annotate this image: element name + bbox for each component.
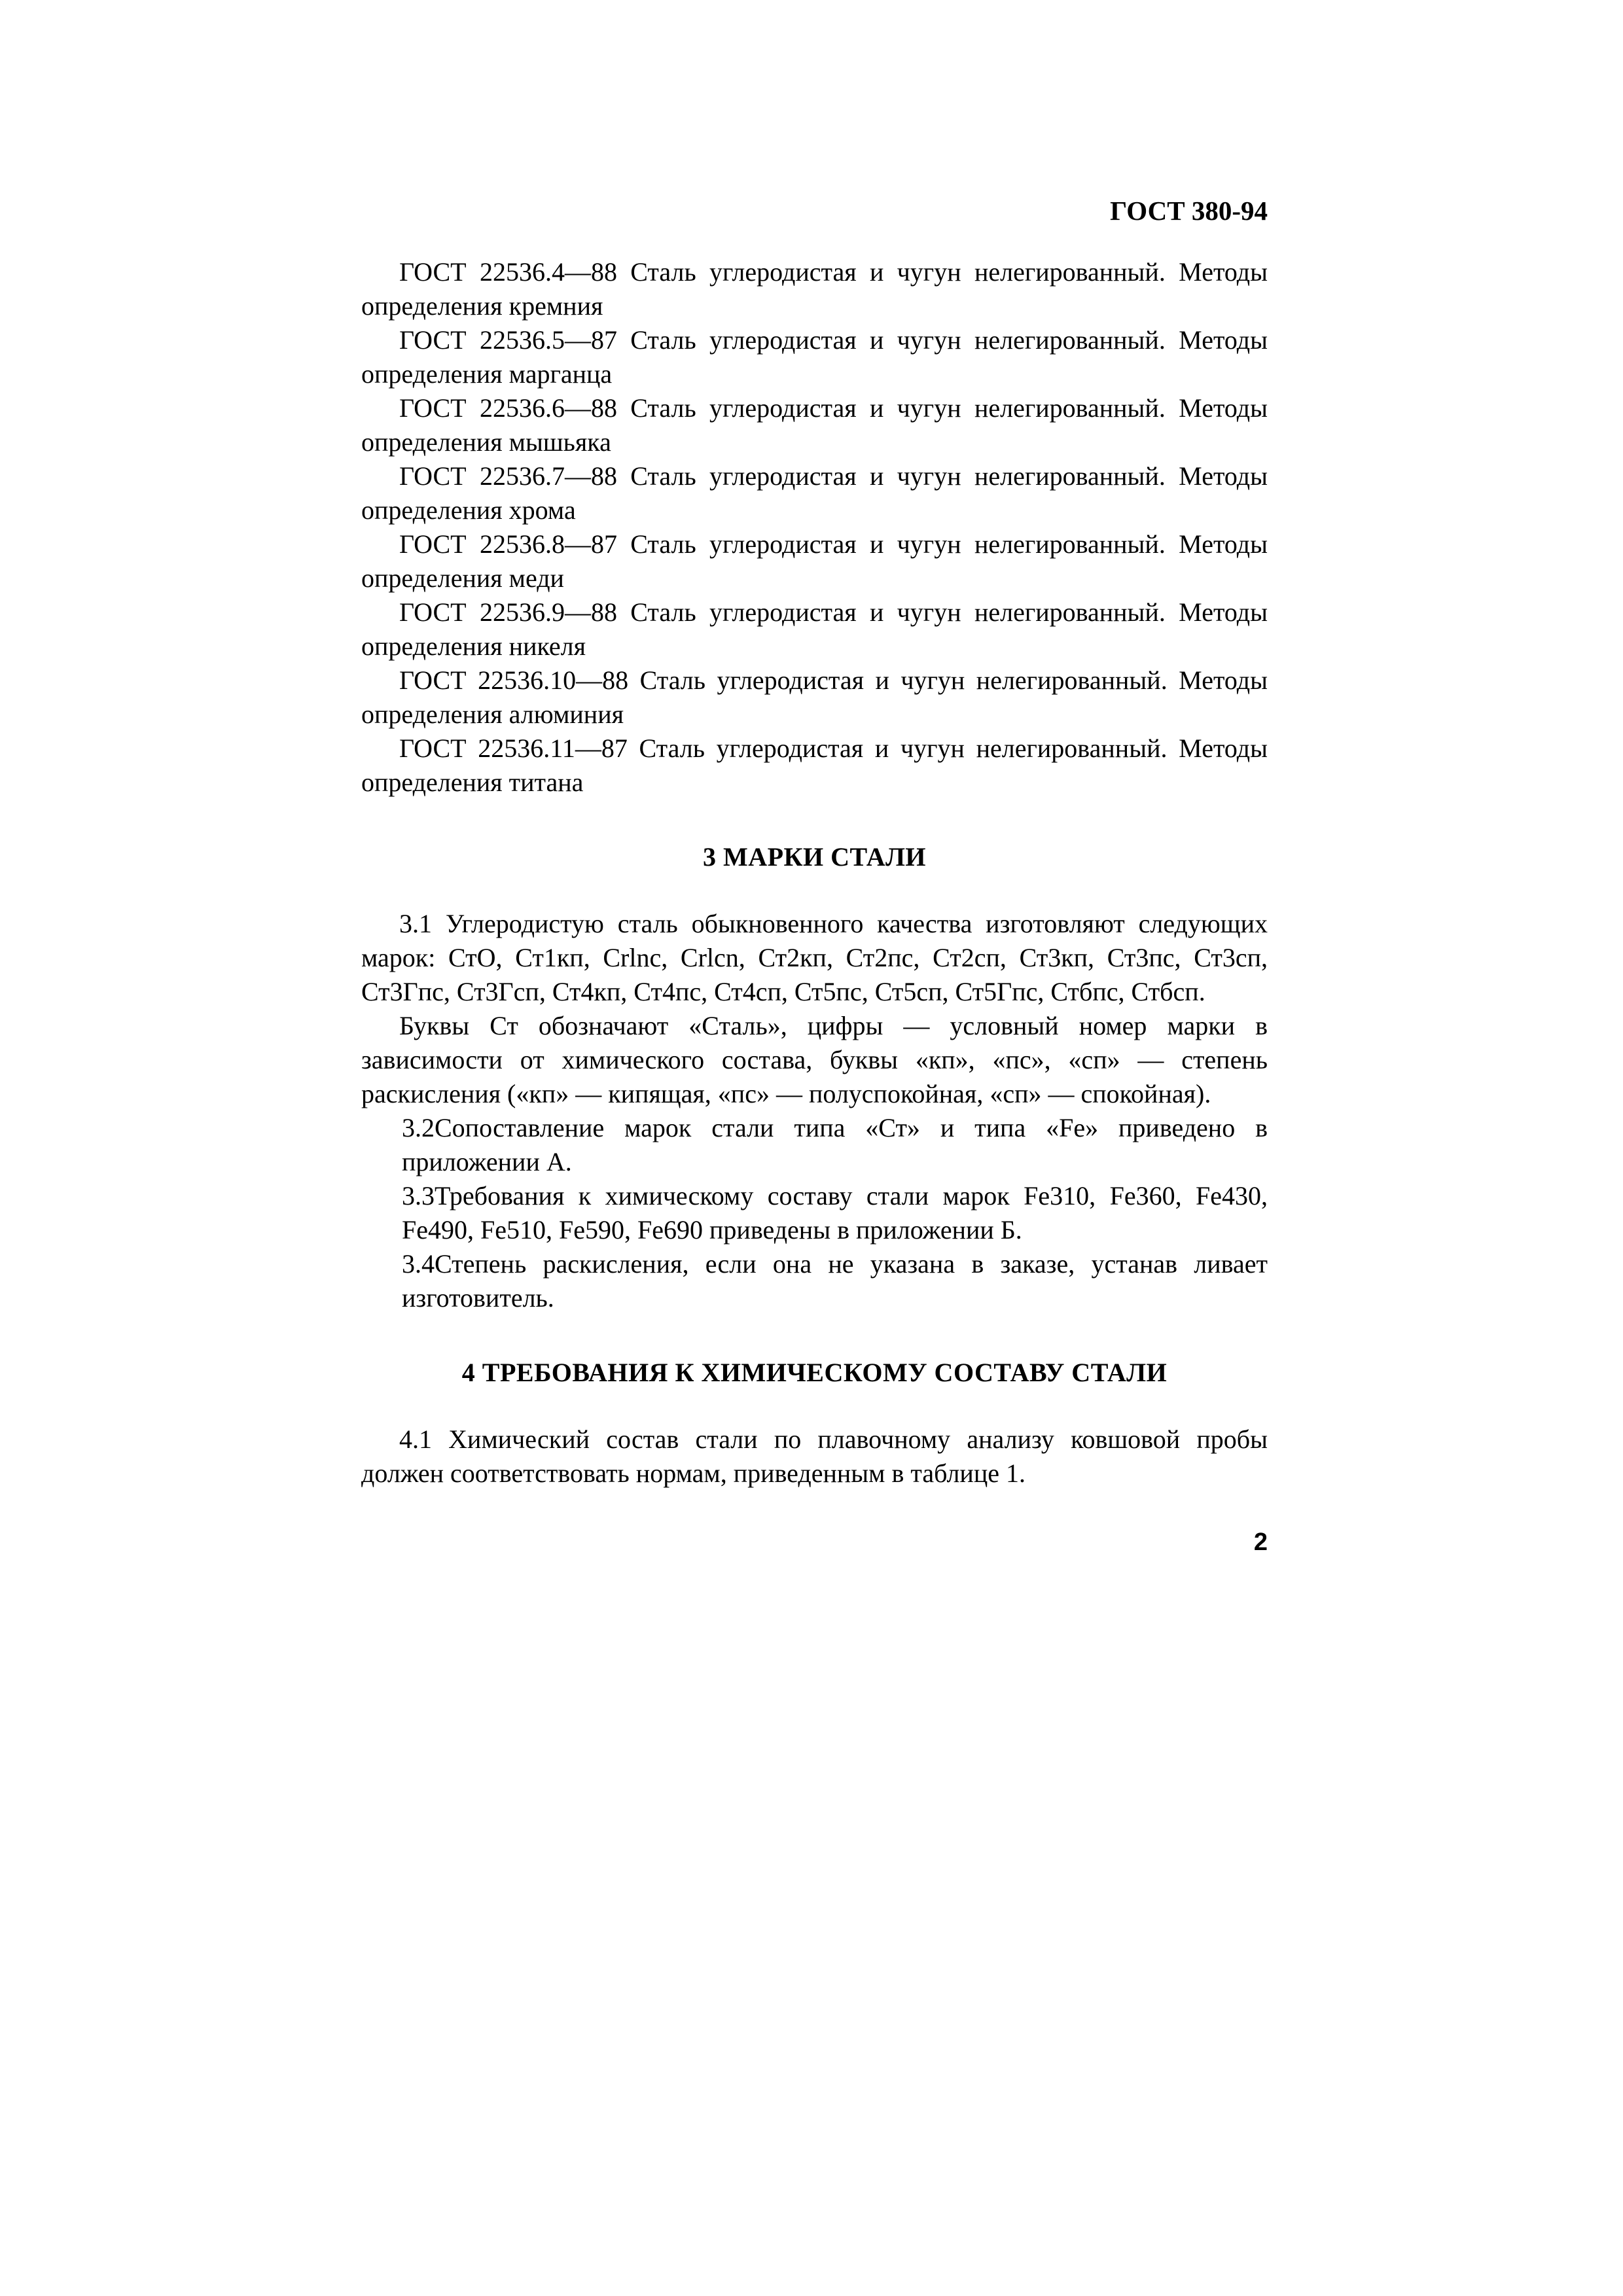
section-3-heading: 3 МАРКИ СТАЛИ [702,842,927,872]
reference-item: ГОСТ 22536.8—87 Сталь углеродистая и чугун нелегированный. Методы определения меди [361,529,1268,593]
reference-item: ГОСТ 22536.6—88 Сталь углеродистая и чугун нелегированный. Методы определения мышьяка [361,393,1268,457]
para-3-2: 3.2Сопоставление марок стали типа «Ст» и типа «Fe» приведено в приложении А. [402,1113,1268,1176]
para-3-4: 3.4Степень раскисления, если она не указана в заказе, устанав ливает изготовитель. [402,1249,1268,1313]
para-3-1: 3.1 Углеродистую сталь обыкновенного качества изготовляют следующих марок: СтО, Ст1кп, Crlnc, Crlcn, Ст2кп, Ст2пс, Ст2сп, Ст3кп, Ст3пс, Ст3сп, Ст3Гпс, Ст3Гсп, Ст4кп, Ст4пс, Ст4сп, Ст5пс, Ст5сп, Ст5Гпс, Стбпс, Стбсп. [361,909,1268,1006]
reference-item: ГОСТ 22536.5—87 Сталь углеродистая и чугун нелегированный. Методы определения марганца [361,325,1268,389]
para-steel-letters: Буквы Ст обозначают «Сталь», цифры — условный номер марки в зависимости от химического состава, буквы «кп», «пс», «сп» — степень раскисления («кп» — кипящая, «пс» — полуспокойная, «сп» — спокойная). [361,1011,1268,1108]
reference-item: ГОСТ 22536.11—87 Сталь углеродистая и чугун нелегированный. Методы определения титана [361,733,1268,797]
para-4-1: 4.1 Химический состав стали по плавочному анализу ковшовой пробы должен соответствовать нормам, приведенным в таблице 1. [361,1424,1268,1488]
document-page [361,195,1268,1557]
reference-item: ГОСТ 22536.10—88 Сталь углеродистая и чугун нелегированный. Методы определения алюминия [361,665,1268,729]
reference-item: ГОСТ 22536.7—88 Сталь углеродистая и чугун нелегированный. Методы определения хрома [361,461,1268,525]
para-3-3: 3.3Требования к химическому составу стали марок Fe310, Fe360, Fe430, Fe490, Fe510, Fe590, Fe690 приведены в приложении Б. [402,1181,1268,1245]
section-4-heading: 4 ТРЕБОВАНИЯ К ХИМИЧЕСКОМУ СОСТАВУ СТАЛИ [461,1358,1168,1387]
page-number: 2 [1253,1528,1268,1556]
doc-header: ГОСТ 380-94 [1110,196,1268,226]
reference-item: ГОСТ 22536.4—88 Сталь углеродистая и чугун нелегированный. Методы определения кремния [361,257,1268,321]
reference-item: ГОСТ 22536.9—88 Сталь углеродистая и чугун нелегированный. Методы определения никеля [361,597,1268,661]
